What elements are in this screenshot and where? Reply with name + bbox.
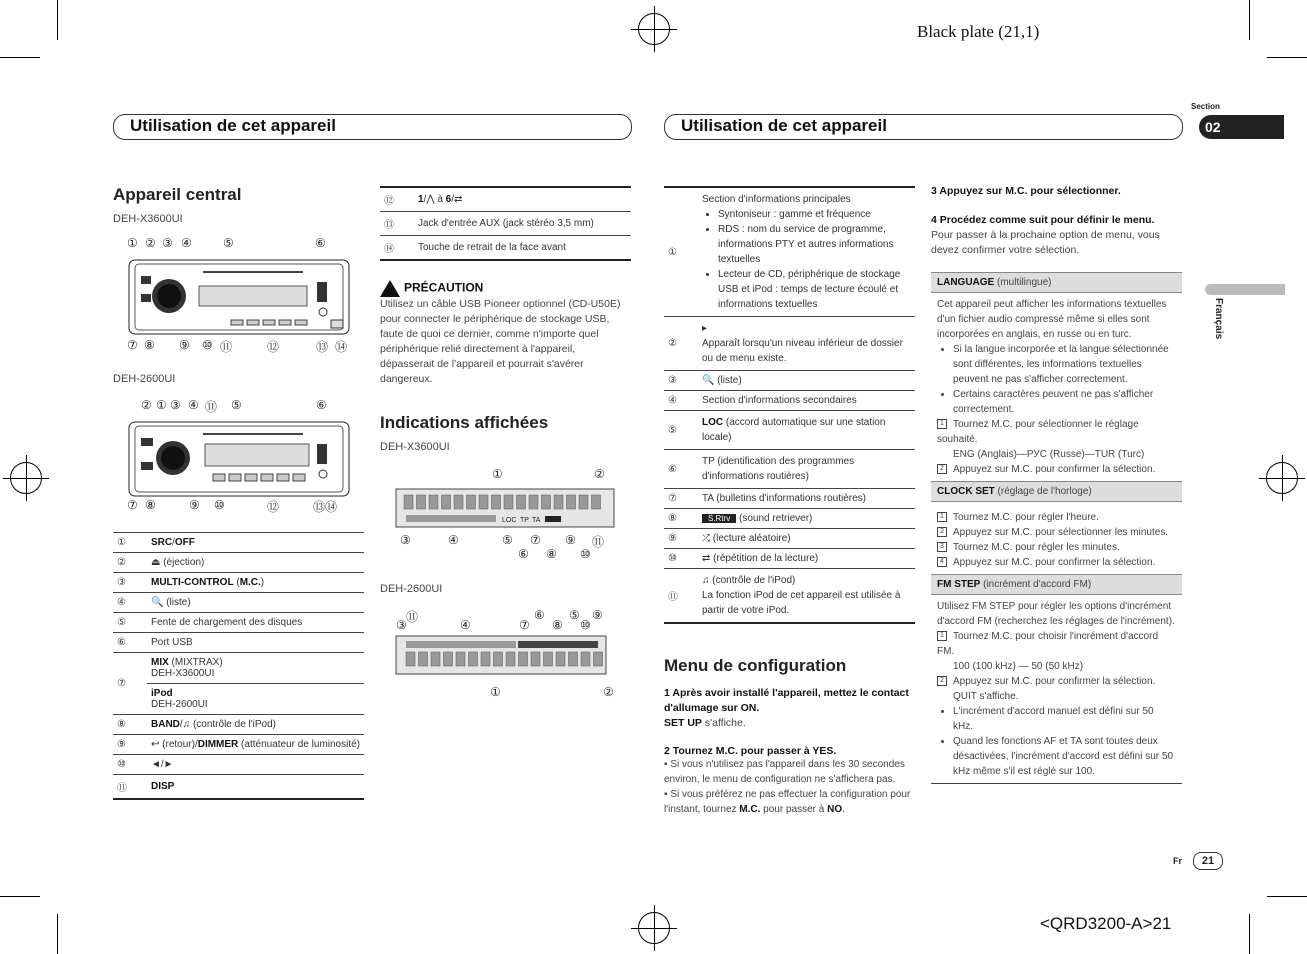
setting-key: FM STEP [937,579,981,590]
row-number: ③ [664,371,698,391]
table-row [113,533,364,553]
row-number: ④ [664,391,698,411]
callout: ⑫ [267,340,280,354]
callout: ⑤ [502,533,513,547]
setting-step: 2 Appuyez sur M.C. pour confirmer la sélection. [937,462,1176,477]
column-1 [113,185,364,225]
callout: ③ [170,398,181,412]
row-desc: ⏏ (éjection) [147,553,364,573]
lcd-segment [481,652,490,666]
registration-mark [638,912,670,944]
page-number: 21 [1201,855,1215,867]
registration-mark [1266,462,1298,494]
lcd-segment [454,495,463,509]
setting-step: 2 Appuyez sur M.C. pour confirmer la sélection. [937,674,1176,689]
row-text: /⋀ à [423,194,446,205]
row-key: MULTI-CONTROL [151,577,234,588]
lcd-segment [492,495,501,509]
page-lang: Fr [1173,856,1182,866]
callout: ⑥ [534,608,545,622]
row-key: DISP [151,781,175,792]
row-key: SRC [151,537,173,548]
callout: ⑥ [316,398,327,412]
head-unit-figure-2600 [113,398,363,518]
step-4: 4 Procédez comme suit pour définir le menu. [931,214,1155,226]
row-desc [147,775,364,800]
lcd-segment [592,495,601,509]
callout: ⑤ [231,398,242,412]
setting-values: ENG (Anglais)—РУС (Russe)—TUR (Turc) [953,449,1145,460]
callout: ⑧ [145,498,156,512]
crop-mark [0,57,40,58]
row-key: LOC [702,417,724,428]
lcd-segment [431,652,440,666]
row-text: La fonction iPod de cet appareil est utilisée à partir de votre iPod. [702,590,901,616]
lcd-segment [581,652,590,666]
callout: ⑨ [189,498,200,512]
row-desc: Fente de chargement des disques [147,613,364,633]
crop-mark [57,914,58,954]
step-3: 3 Appuyez sur M.C. pour sélectionner. [931,185,1121,197]
callout: ④ [181,236,192,250]
row-number: ⑨ [113,735,147,755]
row-number: ⑥ [113,633,147,653]
folder-arrow-icon: ▸ [702,323,708,334]
section-header-left [113,114,632,140]
callout: ⑪ [205,400,218,414]
row-text: /⇄ [451,194,463,205]
setting-step: 3 Tournez M.C. pour régler les minutes. [937,540,1176,555]
setting-key: CLOCK SET [937,486,995,497]
row-desc [698,569,915,624]
callout: ⑩ [580,547,591,561]
language-label: Français [1213,298,1224,340]
row-text: Section d'informations principales [702,194,851,205]
callout: ① [492,467,503,481]
row-key: OFF [174,537,195,548]
step-4-text: Pour passer à la prochaine option de menu, vous devez confirmer votre sélection. [931,229,1160,256]
row-desc: 🔍 (liste) [147,593,364,613]
list-item: • Lecteur de CD, périphérique de stockage USB et iPod : temps de lecture écoulé et informations textuelles [718,267,911,312]
lcd-label: TA [532,517,541,524]
note-text: pour passer à [760,804,828,815]
plate-label: Black plate (21,1) [917,22,1040,41]
callout: ⑨ [179,338,190,352]
callout: ④ [460,618,471,632]
row-key: NO [827,804,843,815]
lcd-label: LOC [502,517,517,524]
setting-text: Utilisez FM STEP pour régler les options d'incrément d'accord FM (recherchez les réglages de l'incrément). [937,601,1175,627]
table-row [113,633,364,653]
row-number: ⑬ [380,212,414,236]
row-desc [147,684,364,715]
section-header-title: Utilisation de cet appareil [681,116,887,135]
lcd-segment [594,652,603,666]
note [664,787,916,817]
row-number: ② [113,553,147,573]
row-number: ⑧ [664,509,698,529]
caution-heading [380,280,628,297]
callout: ② [141,398,152,412]
table-row [113,573,364,593]
model-label: DEH-2600UI [380,583,443,595]
row-text: ♫ (contrôle de l'iPod) [702,575,796,586]
row-number: ⑨ [664,529,698,549]
note-text: . [842,804,845,815]
row-number: ③ [113,573,147,593]
table-row [113,653,364,684]
setting-step-text: Tournez M.C. pour sélectionner le réglage souhaité. [937,419,1139,445]
list-item: • Si la langue incorporée et la langue sélectionnée sont différentes, les informations textuelles peuvent ne pas s'afficher correctement. [953,342,1176,387]
crop-mark [1267,57,1307,58]
row-key: 6 [445,194,452,205]
setting-step: 1 Tournez M.C. pour régler l'heure. [937,510,1176,525]
callout: ⑬ [316,340,329,354]
row-text: Apparaît lorsqu'un niveau inférieur de dossier ou de menu existe. [702,338,903,364]
table-row [664,187,915,317]
callout: ② [145,236,156,250]
heading-indications: Indications affichées [380,413,549,432]
callout: ④ [448,533,459,547]
table-row [664,529,915,549]
row-text: s'affiche. [701,717,746,729]
row-key: MIX [151,657,169,668]
document-code: <QRD3200-A>21 [1040,914,1172,933]
crop-mark [1267,896,1307,897]
lcd-segment [479,495,488,509]
setting-key: LANGUAGE [937,277,995,288]
row-key: BAND [151,719,180,730]
row-desc: ◄/► [147,755,364,775]
lcd-segment [417,495,426,509]
setting-step: 2 Appuyez sur M.C. pour sélectionner les minutes. [937,525,1176,540]
table-row [113,715,364,735]
lcd-segment [517,495,526,509]
fm-step-setting-body [931,595,1182,784]
row-text: /♫ (contrôle de l'iPod) [179,719,277,730]
callout: ⑭ [335,340,348,354]
callout: ⑪ [592,535,605,549]
row-desc [698,317,915,371]
section-header-right [664,114,1183,140]
callout: ⑦ [530,533,541,547]
row-number: ⑤ [113,613,147,633]
callout: ⑬⑭ [313,500,338,514]
row-text: (sound retriever) [736,513,813,524]
callout: ⑩ [580,618,591,632]
row-desc [147,573,364,593]
callout: ⑨ [592,608,603,622]
lcd-segment [419,652,428,666]
row-desc: TA (bulletins d'informations routières) [698,489,915,509]
callout: ⑨ [565,533,576,547]
table-row [113,593,364,613]
menu-config-section [664,656,916,817]
model-label: DEH-X3600UI [113,213,183,225]
bullet-square-icon: ▪ [664,759,671,770]
registration-mark [10,462,42,494]
caution-block [380,280,628,387]
section-label: Section [1191,102,1220,111]
setting-desc: (réglage de l'horloge) [994,486,1092,497]
callout: ⑩ [214,498,225,512]
row-desc: Jack d'entrée AUX (jack stéréo 3,5 mm) [414,212,631,236]
callout: ⑤ [569,608,580,622]
display-figure-x3600 [392,465,622,560]
row-number: ⑭ [380,236,414,261]
step-1-result [664,716,916,731]
row-number: ① [113,533,147,553]
setting-step: 1 Tournez M.C. pour sélectionner le réglage souhaité. [937,419,1139,445]
model-label: DEH-X3600UI [380,441,450,453]
setting-step-text: Tournez M.C. pour régler l'heure. [953,512,1099,523]
lcd-segment [444,652,453,666]
lcd-segment [529,495,538,509]
row-desc: ⤮ (lecture aléatoire) [698,529,915,549]
row-desc: Touche de retrait de la face avant [414,236,631,261]
row-number: ⑦ [664,489,698,509]
setting-step: 4 Appuyez sur M.C. pour confirmer la sélection. [937,555,1176,570]
registration-mark [638,13,670,45]
table-row [380,187,631,212]
row-number: ⑪ [664,569,698,624]
lcd-segment [542,495,551,509]
row-text: (atténuateur de luminosité) [238,739,361,750]
row-number: ⑤ [664,411,698,450]
language-setting-head [931,272,1182,293]
row-desc [698,187,915,317]
column-2-section [380,413,631,453]
row-number: ④ [113,593,147,613]
callout: ⑧ [552,618,563,632]
caution-text: Utilisez un câble USB Pioneer optionnel (CD-U50E) pour connecter le périphérique de stockage USB, faute de quoi ce dernier, comme n'importe quel périphérique relié directement à l'appareil, dépasserait de l'appareil et pourrait s'avérer dangereux. [380,298,621,385]
list-item: • Quand les fonctions AF et TA sont toutes deux désactivées, l'incrément d'accord est défini sur 50 kHz même s'il est réglé sur 100. [953,734,1176,779]
controls-table-cont [380,186,631,261]
lcd-segment [519,652,528,666]
table-row [664,489,915,509]
row-number: ⑩ [113,755,147,775]
callout: ⑦ [127,338,138,352]
lcd-segment [554,495,563,509]
row-text: (MIXTRAX) [168,657,223,668]
row-model: DEH-X3600UI [151,668,215,679]
setting-step-text: Tournez M.C. pour régler les minutes. [953,542,1120,553]
sound-retriever-tag: S.Rtrv [702,514,736,523]
crop-mark [0,896,40,897]
callout: ② [594,467,605,481]
callout: ① [127,236,138,250]
fm-step-setting-head [931,574,1182,595]
section-header-title: Utilisation de cet appareil [130,116,336,135]
row-desc [698,411,915,450]
callout: ① [490,685,501,699]
lcd-label: TP [520,517,529,524]
lcd-segment [429,495,438,509]
row-key: M.C. [239,577,261,588]
setting-step: 1 Tournez M.C. pour choisir l'incrément d'accord FM. [937,631,1159,657]
table-row [113,553,364,573]
callout: ① [156,398,167,412]
row-key: DIMMER [197,739,239,750]
lcd-segment [456,652,465,666]
callout: ⑤ [223,236,234,250]
step-1: 1 Après avoir installé l'appareil, mettez le contact d'allumage sur ON. [664,687,909,714]
bullet-square-icon: ▪ [664,789,671,800]
setting-step-text: Appuyez sur M.C. pour confirmer la sélection. [953,676,1156,687]
lcd-segment [504,495,513,509]
row-desc: TP (identification des programmes d'informations routières) [698,450,915,489]
setting-values: 100 (100 kHz) — 50 (50 kHz) [953,661,1084,672]
row-number: ⑫ [384,196,394,207]
table-row [664,450,915,489]
table-row [380,236,631,261]
callout: ② [603,685,614,699]
model-label: DEH-2600UI [113,373,176,385]
table-row [113,684,364,715]
row-number: ⑧ [113,715,147,735]
heading-menu-config: Menu de configuration [664,656,847,675]
table-row [664,569,915,624]
row-desc [147,715,364,735]
row-key: iPod [151,688,173,699]
callout: ⑥ [315,236,326,250]
lcd-segment [467,495,476,509]
row-desc [414,187,631,212]
callout: ③ [162,236,173,250]
list-item: • Syntoniseur : gamme et fréquence [718,207,911,222]
language-tab [1205,284,1285,295]
table-row [113,613,364,633]
callout: ③ [400,533,411,547]
language-setting-body [931,293,1182,481]
row-text: ( [233,577,240,588]
row-text: ) [260,577,265,588]
setting-step-text: Tournez M.C. pour choisir l'incrément d'accord FM. [937,631,1159,657]
row-number: ⑦ [113,653,147,715]
table-row [113,735,364,755]
row-text: ↩ (retour)/ [151,739,198,750]
lcd-segment [404,495,413,509]
row-key: 1 [418,194,424,205]
lcd-segment [567,495,576,509]
row-desc: Port USB [147,633,364,653]
warning-icon [380,280,400,297]
row-text: / [172,537,175,548]
row-model: DEH-2600UI [151,699,208,710]
table-row [664,371,915,391]
lcd-segment [531,652,540,666]
row-desc: 🔍 (liste) [698,371,915,391]
lcd-segment [406,652,415,666]
row-desc: Section d'informations secondaires [698,391,915,411]
lcd-segment [494,652,503,666]
column-4 [931,185,1182,784]
table-row [113,775,364,800]
section-number: 02 [1205,119,1221,135]
row-number: ⑥ [664,450,698,489]
table-row [664,391,915,411]
callout: ⑧ [144,338,155,352]
row-number: ② [664,317,698,371]
row-desc [147,533,364,553]
step-2: 2 Tournez M.C. pour passer à YES. [664,745,837,757]
lcd-segment [556,652,565,666]
note [664,757,916,787]
row-number: ① [668,246,677,258]
row-desc [147,653,364,684]
table-row [664,509,915,529]
note-text: Si vous n'utilisez pas l'appareil dans les 30 secondes environ, le menu de configuration ne s'affichera pas. [664,759,905,785]
lcd-segment [569,652,578,666]
section-badge [1199,115,1284,139]
callout: ③ [396,618,407,632]
setting-step-text: Appuyez sur M.C. pour sélectionner les minutes. [953,527,1169,538]
table-row [664,317,915,371]
heading-appareil-central: Appareil central [113,185,242,204]
row-number: ⑪ [113,775,147,800]
callout: ⑫ [267,500,280,514]
lcd-segment [469,652,478,666]
callout: ⑦ [519,618,530,632]
clock-setting-body [931,506,1182,574]
list-item: • Certains caractères peuvent ne pas s'afficher correctement. [953,387,1176,417]
lcd-segment [544,652,553,666]
setting-step-text: Appuyez sur M.C. pour confirmer la sélection. [953,464,1156,475]
row-number: ⑩ [664,549,698,569]
callout: ⑩ [202,338,213,352]
table-row [664,411,915,450]
row-key: SET UP [664,717,702,729]
setting-text: Cet appareil peut afficher les informations textuelles d'un fichier audio compressé même si elles sont incorporées en anglais, en russe ou en turc. [937,299,1167,340]
table-row [380,212,631,236]
row-desc: ⇄ (répétition de la lecture) [698,549,915,569]
crop-mark [1249,914,1250,954]
lcd-segment [579,495,588,509]
indications-table [664,186,915,624]
callout: ⑪ [406,610,419,624]
setting-step-text: Appuyez sur M.C. pour confirmer la sélection. [953,557,1156,568]
head-unit-figure-x3600 [113,236,363,356]
callout: ⑧ [546,547,557,561]
row-text: (accord automatique sur une station locale) [702,417,886,443]
setting-values: QUIT s'affiche. [953,691,1019,702]
crop-mark [57,0,58,40]
lcd-segment [506,652,515,666]
clock-setting-head [931,481,1182,502]
note-text: Si vous préférez ne pas effectuer la configuration pour l'instant, tournez [664,789,911,815]
table-row [113,755,364,775]
table-row [664,549,915,569]
callout: ④ [188,398,199,412]
setting-desc: (multilingue) [994,277,1052,288]
caution-title: PRÉCAUTION [404,280,484,295]
display-figure-2600 [392,608,622,703]
controls-table [113,532,364,800]
page-number-badge [1193,852,1223,870]
setting-desc: (incrément d'accord FM) [980,579,1092,590]
callout: ⑦ [127,498,138,512]
row-desc [147,735,364,755]
list-item: • L'incrément d'accord manuel est défini sur 50 kHz. [953,704,1176,734]
callout: ⑥ [518,547,529,561]
list-item: • RDS : nom du service de programme, informations PTY et autres informations textuelles [718,222,911,267]
lcd-segment [442,495,451,509]
row-key: M.C. [739,804,761,815]
crop-mark [1249,0,1250,40]
callout: ⑪ [220,340,233,354]
row-desc [698,509,915,529]
